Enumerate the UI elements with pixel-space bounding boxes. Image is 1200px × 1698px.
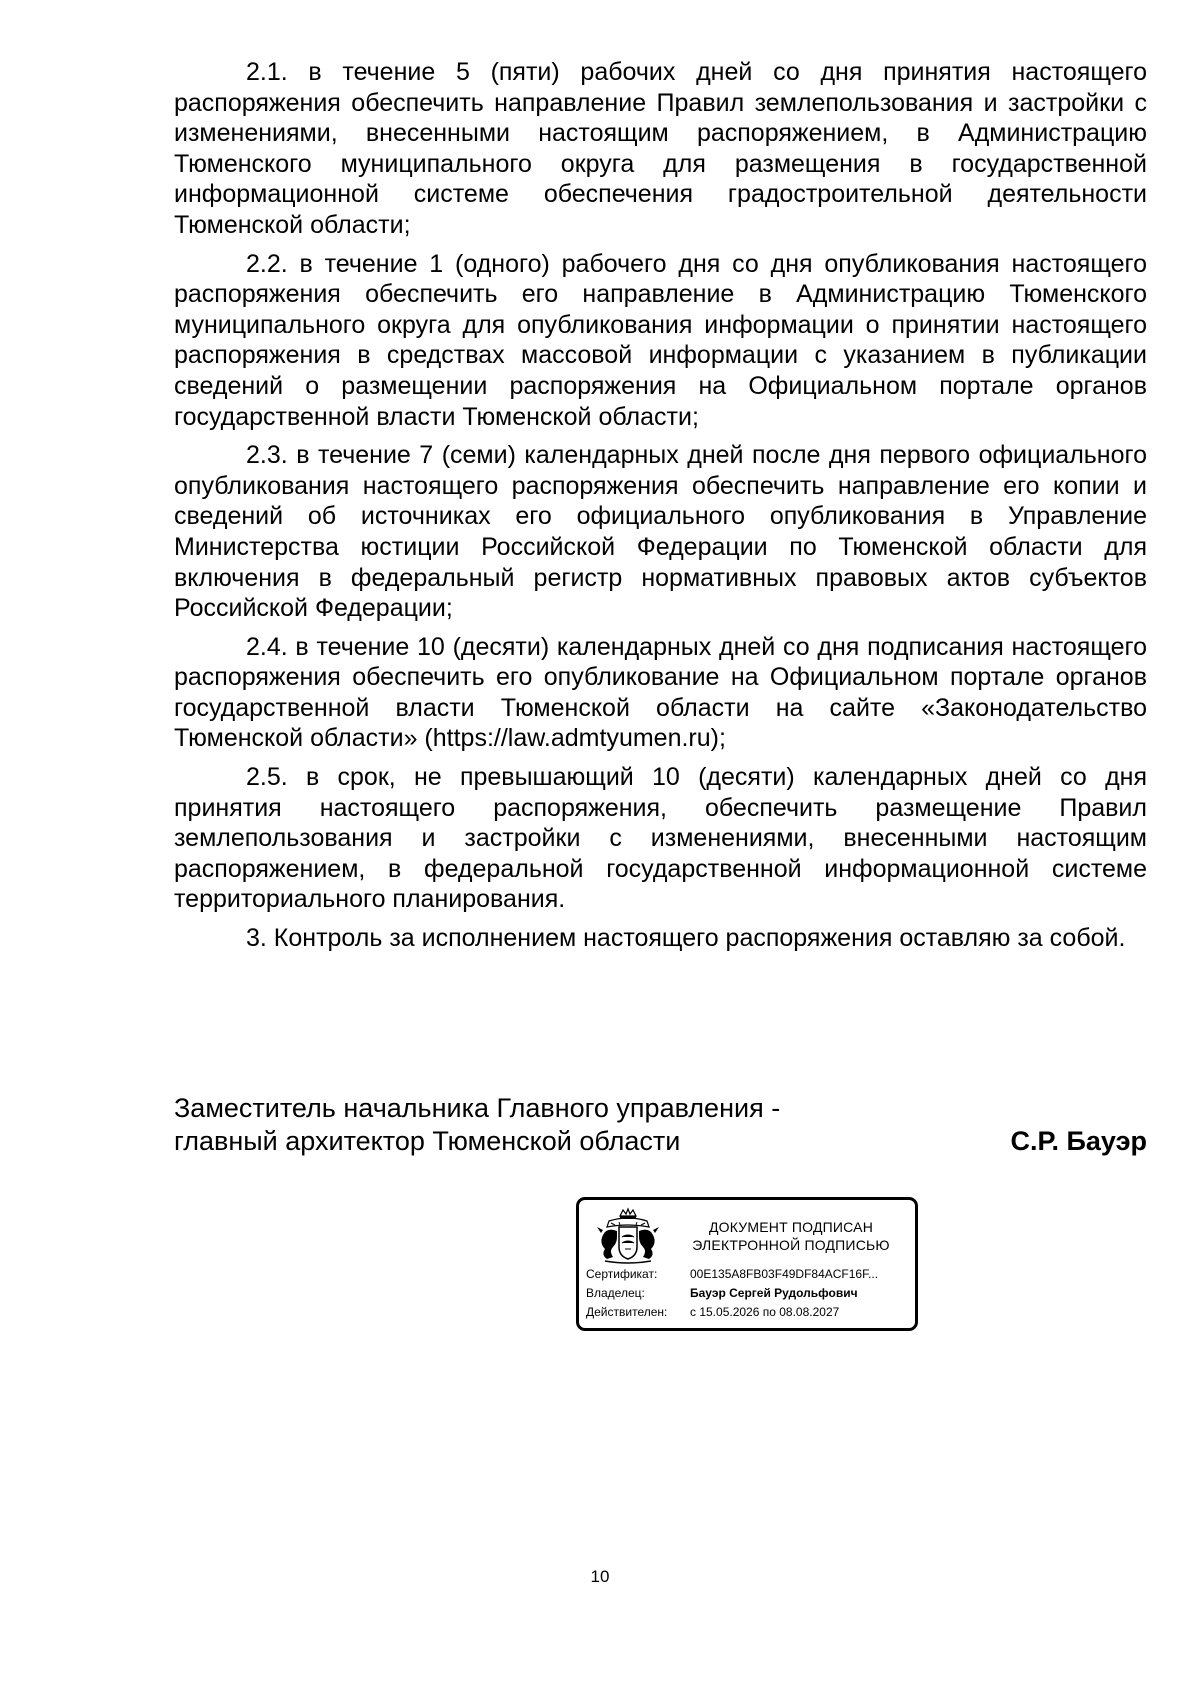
stamp-row-certificate [586, 1265, 916, 1284]
stamp-title-line-1: ДОКУМЕНТ ПОДПИСАН [708, 1219, 874, 1235]
paragraph-2-3: 2.3. в течение 7 (семи) календарных дней после дня первого официального опубликования настоящего распоряжения обеспечить направление его копии и сведений об источниках его официального опубликования в Управление Министерства юстиции Российской Федерации по Тюменской области для включения в федеральный регистр нормативных правовых актов субъектов Российской Федерации; [174, 441, 1147, 623]
stamp-row-owner [586, 1284, 916, 1303]
page-number: 10 [590, 1567, 610, 1586]
stamp-row-validity [586, 1303, 916, 1322]
paragraph-2-4: 2.4. в течение 10 (десяти) календарных дней со дня подписания настоящего распоряжения обеспечить его опубликование на Официальном портале органов государственной власти Тюменской области на сайте «Законодательство Тюменской области» (https://law.admtyumen.ru); [174, 632, 1147, 753]
electronic-signature-stamp [576, 1197, 918, 1331]
stamp-details [586, 1265, 916, 1322]
document-body [174, 57, 1147, 962]
signatory-position-line-2: главный архитектор Тюменской области [174, 1126, 681, 1156]
signatory-position-line-1: Заместитель начальника Главного управления - [174, 1093, 781, 1123]
stamp-label-certificate: Сертификат: [586, 1267, 658, 1281]
stamp-label-owner: Владелец: [586, 1286, 645, 1300]
stamp-title-line-2: ЭЛЕКТРОННОЙ ПОДПИСЬЮ [692, 1237, 890, 1253]
paragraph-2-1: 2.1. в течение 5 (пяти) рабочих дней со дня принятия настоящего распоряжения обеспечить направление Правил землепользования и застройки с изменениями, внесенными настоящим распоряжением, в Администрацию Тюменского муниципального округа для размещения в государственной информационной системе обеспечения градостроительной деятельности Тюменской области; [174, 58, 1147, 239]
signatory-name: С.Р. Бауэр [1010, 1126, 1147, 1156]
stamp-label-validity: Действителен: [586, 1305, 668, 1319]
stamp-title [671, 1218, 911, 1254]
paragraph-2-2: 2.2. в течение 1 (одного) рабочего дня со дня опубликования настоящего распоряжения обеспечить его направление в Администрацию Тюменского муниципального округа для опубликования информации о принятии настоящего распоряжения в средствах массовой информации с указанием в публикации сведений о размещении распоряжения на Официальном портале органов государственной власти Тюменской области; [174, 249, 1147, 431]
stamp-value-validity: с 15.05.2026 по 08.08.2027 [690, 1305, 840, 1319]
signature-block [174, 1092, 1147, 1158]
paragraph-2-5: 2.5. в срок, не превышающий 10 (десяти) календарных дней со дня принятия настоящего распоряжения, обеспечить размещение Правил землепользования и застройки с изменениями, внесенными настоящим распоряжением, в федеральной государственной информационной системе территориального планирования. [174, 763, 1147, 914]
stamp-value-certificate: 00E135A8FB03F49DF84ACF16F... [690, 1267, 879, 1281]
tyumen-coat-of-arms-icon [589, 1207, 667, 1265]
stamp-value-owner: Бауэр Сергей Рудольфович [690, 1286, 858, 1300]
paragraph-3: 3. Контроль за исполнением настоящего распоряжения оставляю за собой. [246, 924, 1126, 953]
